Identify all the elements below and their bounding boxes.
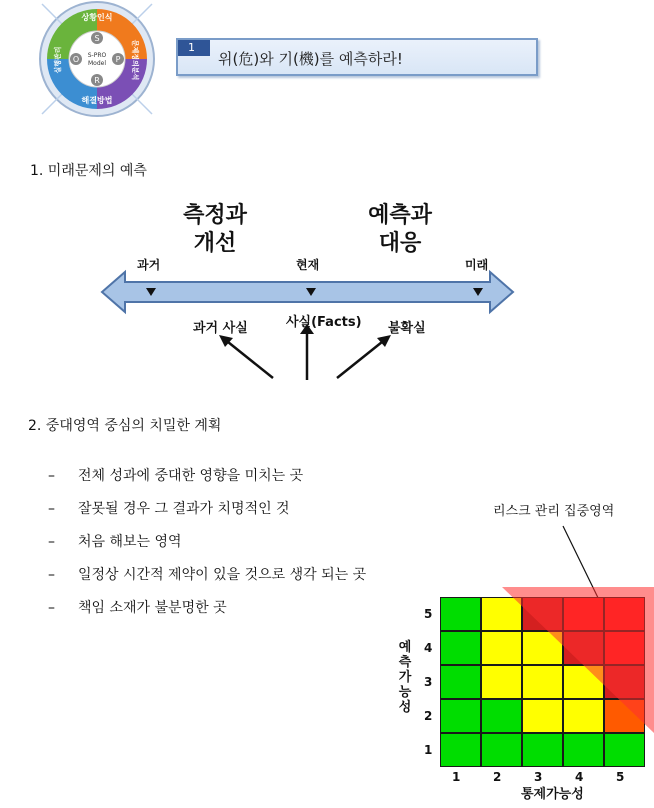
arrow-to-past-fact: [223, 338, 273, 378]
past-fact-label: 과거 사실: [193, 321, 248, 336]
matrix-cell: [563, 631, 604, 665]
matrix-cell: [522, 699, 563, 733]
svg-text:P: P: [115, 55, 121, 64]
svg-text:실행관리: 실행관리: [54, 46, 62, 74]
matrix-cell: [481, 597, 522, 631]
uncertain-label: 불확실: [388, 321, 426, 336]
list-item: – 책임 소재가 불분명한 곳: [48, 600, 227, 616]
matrix-cell: [522, 733, 563, 767]
section1-heading: 1. 미래문제의 예측: [30, 163, 147, 179]
matrix-cell: [522, 597, 563, 631]
y-tick-label: 2: [424, 709, 433, 723]
y-tick-label: 3: [424, 675, 433, 689]
measure-improve-label: 측정과 개선: [183, 203, 247, 256]
matrix-cell: [481, 733, 522, 767]
y-tick-label: 5: [424, 607, 433, 621]
matrix-cell: [604, 665, 645, 699]
matrix-cell: [481, 699, 522, 733]
y-tick-label: 4: [424, 641, 433, 655]
svg-text:Model: Model: [87, 60, 107, 67]
matrix-cell: [604, 631, 645, 665]
svg-text:해결방법: 해결방법: [81, 96, 113, 105]
predict-respond-label: 예측과 대응: [368, 203, 432, 256]
matrix-cell: [563, 733, 604, 767]
matrix-cell: [522, 665, 563, 699]
matrix-cell: [481, 665, 522, 699]
timeline-double-arrow: [102, 272, 513, 312]
list-item: – 일정상 시간적 제약이 있을 것으로 생각 되는 곳: [48, 567, 367, 583]
list-item: – 처음 해보는 영역: [48, 534, 182, 550]
section2-heading: 2. 중대영역 중심의 치밀한 계획: [28, 418, 222, 434]
matrix-cell: [563, 597, 604, 631]
svg-text:S: S: [94, 34, 100, 43]
risk-matrix: [440, 597, 645, 767]
svg-text:S-PRO: S-PRO: [87, 52, 107, 59]
timeline-past-label: 과거: [137, 258, 161, 272]
matrix-cell: [440, 631, 481, 665]
y-axis-label: 예측가능성: [398, 640, 412, 715]
matrix-cell: [481, 631, 522, 665]
x-tick-label: 5: [616, 770, 625, 784]
list-item: – 잘못될 경우 그 결과가 치명적인 것: [48, 501, 290, 517]
timeline-now-label: 현재: [296, 258, 320, 272]
matrix-cell: [440, 733, 481, 767]
x-tick-label: 3: [534, 770, 543, 784]
x-axis-label: 통제가능성: [521, 787, 584, 802]
x-tick-label: 4: [575, 770, 584, 784]
title-number-badge: 1: [178, 40, 210, 56]
svg-text:문제정의분석: 문제정의분석: [131, 39, 139, 81]
svg-text:상황인식: 상황인식: [81, 13, 113, 22]
svg-text:R: R: [94, 76, 100, 85]
list-item: – 전체 성과에 중대한 영향을 미치는 곳: [48, 468, 304, 484]
x-tick-label: 2: [493, 770, 502, 784]
risk-focus-callout: 리스크 관리 집중영역: [493, 504, 615, 519]
matrix-cell: [563, 699, 604, 733]
s-pro-model-logo: [38, 0, 156, 118]
matrix-cell: [440, 699, 481, 733]
x-tick-label: 1: [452, 770, 461, 784]
svg-text:O: O: [72, 55, 80, 64]
matrix-cell: [563, 665, 604, 699]
matrix-cell: [522, 631, 563, 665]
timeline-future-label: 미래: [465, 258, 489, 272]
matrix-cell: [604, 699, 645, 733]
y-tick-label: 1: [424, 743, 433, 757]
page-title: 위(危)와 기(機)를 예측하라!: [218, 50, 403, 68]
arrow-to-uncertain: [337, 338, 387, 378]
matrix-cell: [604, 597, 645, 631]
fact-label: 사실(Facts): [286, 315, 362, 330]
bullet-list: [48, 465, 366, 630]
matrix-cell: [604, 733, 645, 767]
matrix-cell: [440, 665, 481, 699]
matrix-cell: [440, 597, 481, 631]
